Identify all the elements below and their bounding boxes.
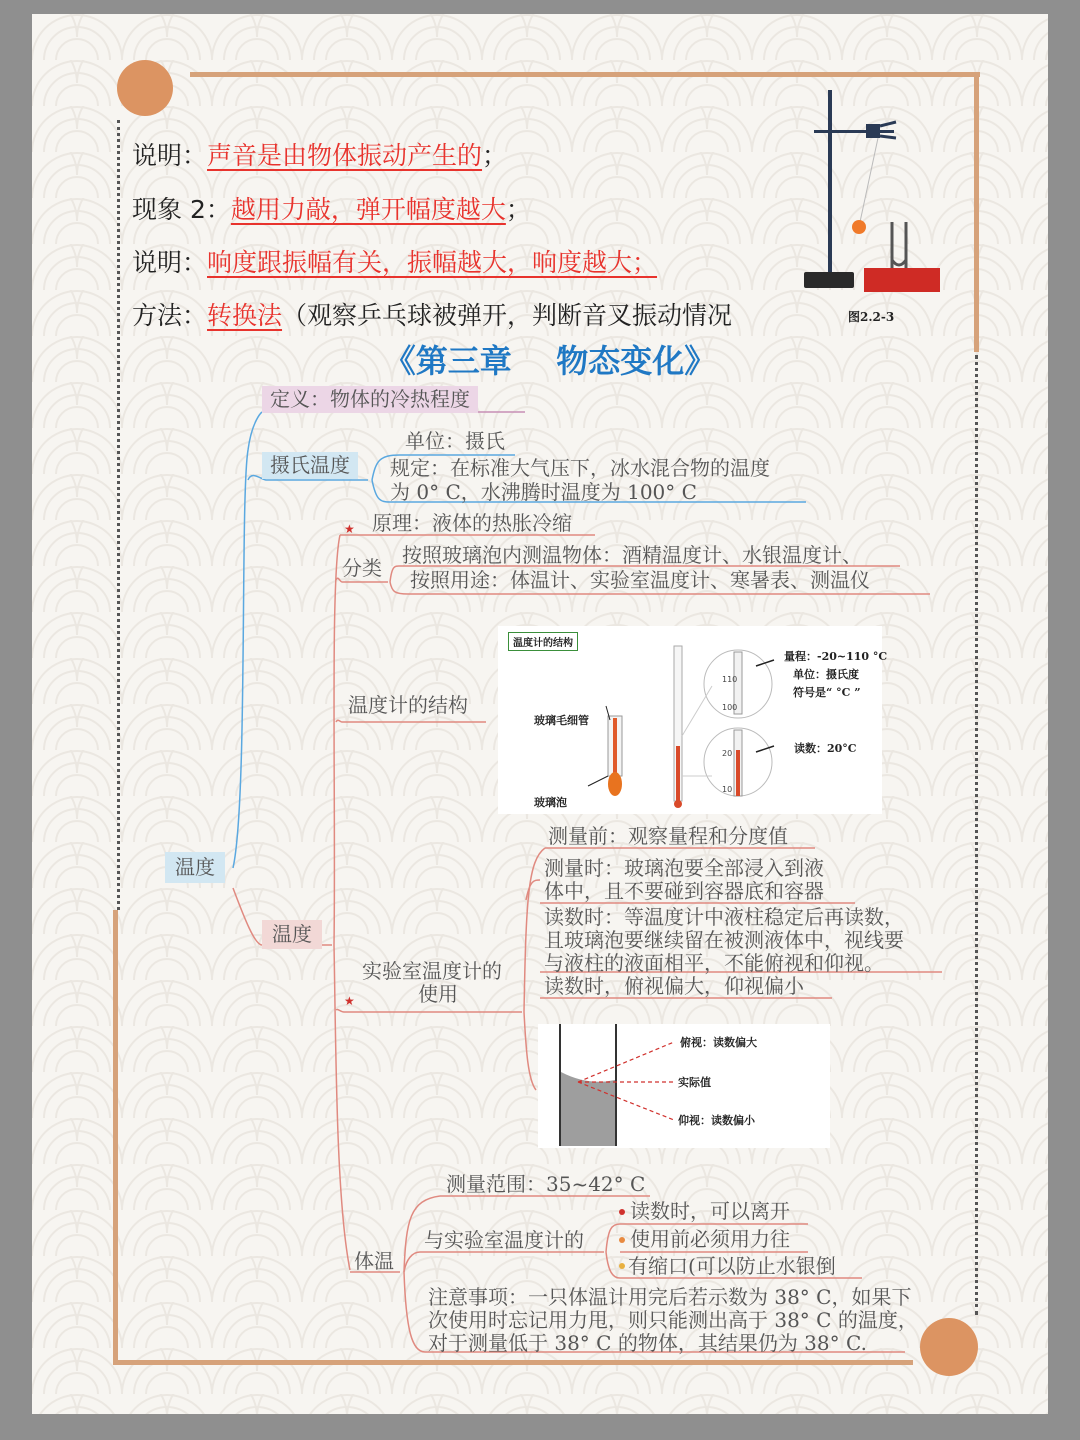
node-clinical-note-2: 次使用时忘记用力甩，则只能测出高于 38° C 的温度， xyxy=(428,1308,918,1332)
label-reading: 读数：20°C xyxy=(794,742,857,755)
tick-label-10: 10 xyxy=(722,785,733,794)
node-read-1: 读数时：等温度计中液柱稳定后再读数， xyxy=(544,905,904,929)
intro-line-3: 说明：响度跟振幅有关，振幅越大，响度越大； xyxy=(132,248,658,277)
node-thermometer: 温度 xyxy=(262,920,322,949)
tick-label-100: 100 xyxy=(722,703,738,712)
label-view-actual: 实际值 xyxy=(678,1076,711,1089)
node-clinical-diff-3: 有缩口(可以防止水银倒 xyxy=(628,1254,836,1278)
structure-figure-title: 温度计的结构 xyxy=(508,632,578,651)
node-classify-item-1: 按照玻璃泡内测温物体：酒精温度计、水银温度计、 xyxy=(402,543,862,567)
node-celsius-unit: 单位：摄氏 xyxy=(405,429,505,453)
node-classify-item-2: 按照用途：体温计、实验室温度计、寒暑表、测温仪 xyxy=(410,568,870,592)
node-clinical-range: 测量范围：35~42° C xyxy=(446,1172,646,1196)
chapter-title: 《第三章 物态变化》 xyxy=(383,342,717,380)
node-before: 测量前：观察量程和分度值 xyxy=(548,824,788,848)
node-clinical-diff-1: 读数时，可以离开 xyxy=(630,1199,790,1223)
node-read-error: 读数时，俯视偏大，仰视偏小 xyxy=(544,974,804,998)
node-celsius: 摄氏温度 xyxy=(262,452,358,479)
label-capillary: 玻璃毛细管 xyxy=(534,714,589,727)
node-lab-usage-1: 实验室温度计的 xyxy=(362,959,502,983)
star-icon: ★ xyxy=(344,994,355,1008)
label-symbol: 符号是“ °C ” xyxy=(793,686,861,699)
label-bulb: 玻璃泡 xyxy=(534,796,567,809)
node-during-2: 体中，且不要碰到容器底和容器 xyxy=(544,879,824,903)
node-lab-usage-2: 使用 xyxy=(418,982,458,1006)
node-clinical-diff-2: 使用前必须用力往 xyxy=(630,1227,790,1251)
label-view-top: 俯视：读数偏大 xyxy=(680,1036,757,1049)
node-structure: 温度计的结构 xyxy=(348,693,468,717)
intro-line-2: 现象 2：越用力敲，弹开幅度越大； xyxy=(132,195,531,224)
tick-label-110: 110 xyxy=(722,675,738,684)
node-clinical-compare: 与实验室温度计的 xyxy=(424,1228,584,1252)
tick-label-20: 20 xyxy=(722,749,733,758)
node-celsius-rule-1: 规定：在标准大气压下，冰水混合物的温度 xyxy=(390,456,770,480)
root-node-temperature: 温度 xyxy=(165,852,225,883)
star-icon: ★ xyxy=(344,522,355,536)
node-classify: 分类 xyxy=(342,556,382,580)
node-principle: 原理：液体的热胀冷缩 xyxy=(372,511,572,535)
node-celsius-rule-2: 为 0° C，水沸腾时温度为 100° C xyxy=(390,480,697,504)
label-range: 量程：-20~110 °C xyxy=(784,650,888,663)
label-unit: 单位：摄氏度 xyxy=(793,668,859,681)
node-read-2: 且玻璃泡要继续留在被测液体中，视线要 xyxy=(544,928,904,952)
node-clinical-note-1: 注意事项：一只体温计用完后若示数为 38° C，如果下 xyxy=(428,1285,912,1309)
node-definition: 定义：物体的冷热程度 xyxy=(262,386,478,413)
node-read-3: 与液柱的液面相平，不能俯视和仰视。 xyxy=(544,951,884,975)
intro-line-1: 说明：声音是由物体振动产生的； xyxy=(132,141,508,170)
figure-caption: 图2.2-3 xyxy=(848,310,895,324)
label-view-bottom: 仰视：读数偏小 xyxy=(678,1114,755,1127)
node-during-1: 测量时：玻璃泡要全部浸入到液 xyxy=(544,856,824,880)
intro-line-4: 方法：转换法（观察乒乓球被弹开，判断音叉振动情况 xyxy=(132,301,733,330)
node-clinical: 体温 xyxy=(354,1249,394,1273)
node-clinical-note-3: 对于测量低于 38° C 的物体，其结果仍为 38° C. xyxy=(428,1331,867,1355)
